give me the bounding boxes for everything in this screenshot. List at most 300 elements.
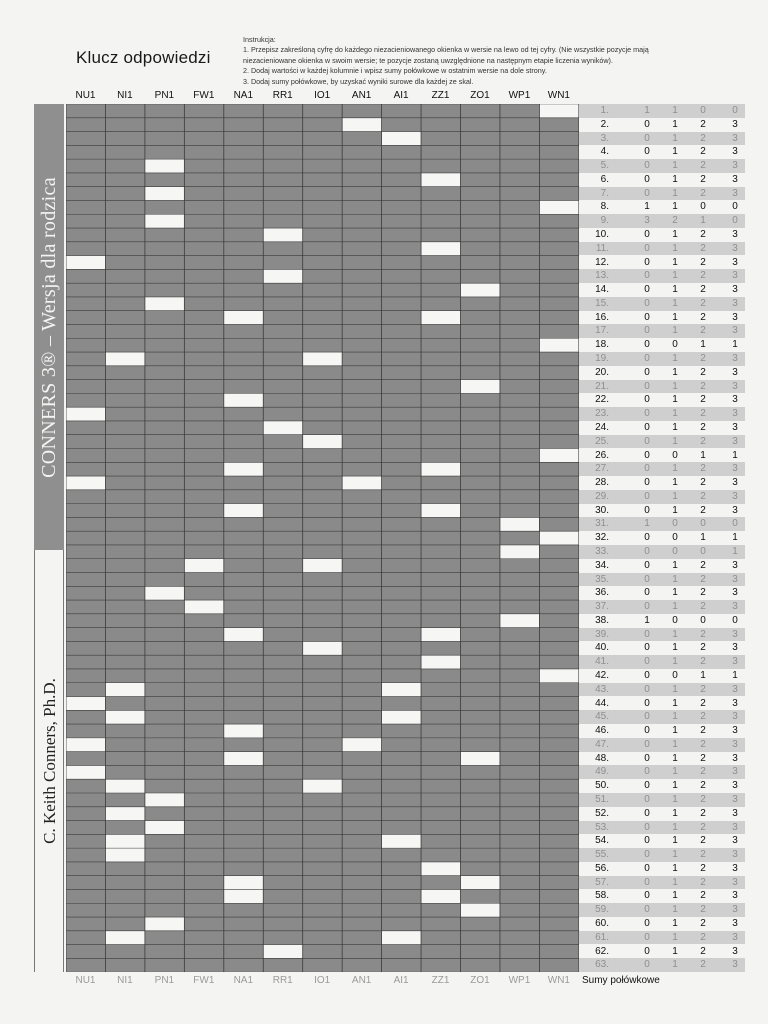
score-row [579,669,745,683]
score-value: 3 [732,325,738,337]
item-number: 2. [600,118,609,130]
score-value: 2 [700,435,706,447]
score-value: 3 [732,311,738,323]
score-value: 2 [700,366,706,378]
score-value: 2 [700,821,706,833]
item-number: 13. [595,270,609,282]
score-value: 0 [644,683,650,695]
score-row [579,283,745,297]
score-value: 1 [672,738,678,750]
score-value: 3 [732,229,738,241]
column-footer: WP1 [508,975,531,986]
open-answer-cell [461,876,500,890]
score-value: 0 [644,862,650,874]
score-value: 0 [644,697,650,709]
score-value: 1 [672,146,678,158]
open-answer-cell [105,834,144,848]
open-answer-cell [105,710,144,724]
score-value: 1 [672,242,678,254]
score-value: 0 [644,173,650,185]
score-value: 1 [672,945,678,957]
score-value: 0 [644,477,650,489]
score-row [579,600,745,614]
open-answer-cell [105,779,144,793]
score-value: 0 [644,904,650,916]
open-answer-cell [421,628,460,642]
score-value: 0 [644,752,650,764]
score-value: 2 [700,284,706,296]
score-value: 2 [700,421,706,433]
score-value: 3 [732,725,738,737]
score-value: 3 [732,366,738,378]
item-number: 10. [595,229,609,241]
score-value: 1 [672,284,678,296]
open-answer-cell [105,848,144,862]
open-answer-cell [66,476,105,490]
open-answer-cell [66,407,105,421]
column-footer: NU1 [75,975,96,986]
score-row [579,311,745,325]
open-answer-cell [224,876,263,890]
open-answer-cell [382,132,421,146]
score-value: 1 [672,490,678,502]
score-value: 3 [732,394,738,406]
score-value: 3 [732,477,738,489]
score-value: 0 [644,532,650,544]
item-number: 31. [595,518,609,530]
score-value: 1 [672,118,678,130]
item-number: 48. [595,752,609,764]
open-answer-cell [342,476,381,490]
score-value: 0 [644,711,650,723]
score-value: 0 [644,725,650,737]
score-value: 1 [700,532,706,544]
score-value: 1 [672,601,678,613]
open-answer-cell [461,283,500,297]
open-answer-cell [500,614,539,628]
open-answer-cell [500,545,539,559]
item-number: 63. [595,959,609,971]
score-value: 0 [644,780,650,792]
score-value: 3 [732,160,738,172]
score-value: 2 [700,918,706,930]
score-value: 0 [732,518,738,530]
item-number: 50. [595,780,609,792]
open-answer-cell [342,738,381,752]
item-number: 34. [595,559,609,571]
score-value: 1 [732,532,738,544]
item-number: 8. [600,201,609,213]
score-value: 1 [672,435,678,447]
score-value: 2 [700,890,706,902]
score-value: 0 [644,959,650,971]
score-value: 3 [732,628,738,640]
score-value: 3 [732,738,738,750]
sidebar-author-panel [34,550,64,972]
score-value: 3 [732,959,738,971]
open-answer-cell [500,517,539,531]
score-value: 1 [672,408,678,420]
open-answer-cell [224,393,263,407]
score-value: 2 [700,573,706,585]
score-value: 1 [672,311,678,323]
score-row [579,449,745,463]
score-value: 1 [672,959,678,971]
score-row [579,889,745,903]
open-answer-cell [421,504,460,518]
score-value: 1 [644,614,650,626]
score-value: 1 [672,421,678,433]
item-number: 59. [595,904,609,916]
score-value: 1 [672,325,678,337]
item-number: 29. [595,490,609,502]
score-row [579,862,745,876]
score-value: 2 [700,862,706,874]
score-value: 0 [644,890,650,902]
score-value: 1 [672,862,678,874]
score-value: 1 [672,642,678,654]
item-number: 40. [595,642,609,654]
open-answer-cell [66,697,105,711]
column-footer: WN1 [547,975,570,986]
item-number: 5. [600,160,609,172]
column-footer: NI1 [117,975,133,986]
score-row [579,752,745,766]
open-answer-cell [145,821,184,835]
item-number: 61. [595,931,609,943]
instructions-heading: Instrukcja: [243,35,276,44]
open-answer-cell [145,159,184,173]
column-header: NA1 [233,90,254,101]
item-number: 46. [595,725,609,737]
score-value: 0 [732,105,738,116]
score-value: 0 [644,408,650,420]
instruction-line: 2. Dodaj wartości w każdej kolumnie i wpisz sumy połówkowe w ostatnim wersie na dole strony. [243,66,547,76]
score-row [579,834,745,848]
score-value: 2 [700,380,706,392]
score-value: 0 [644,118,650,130]
score-row [579,228,745,242]
score-value: 3 [732,601,738,613]
score-value: 0 [700,201,706,213]
score-value: 1 [672,270,678,282]
open-answer-cell [303,435,342,449]
column-footer: FW1 [193,975,215,986]
score-value: 0 [644,366,650,378]
item-number: 53. [595,821,609,833]
score-value: 0 [732,614,738,626]
open-answer-cell [145,917,184,931]
score-value: 3 [732,683,738,695]
open-answer-cell [224,752,263,766]
score-value: 0 [700,614,706,626]
item-number: 45. [595,711,609,723]
instruction-line: 3. Dodaj sumy połówkowe, by uzyskać wyniki surowe dla każdej ze skal. [243,76,474,86]
score-value: 2 [700,711,706,723]
item-number: 6. [600,173,609,185]
score-value: 0 [644,766,650,778]
column-header: AI1 [393,90,409,101]
score-value: 2 [700,656,706,668]
score-value: 1 [672,160,678,172]
score-value: 3 [732,132,738,144]
score-value: 1 [672,683,678,695]
score-value: 0 [644,504,650,516]
item-number: 4. [600,146,609,158]
score-value: 2 [700,849,706,861]
item-number: 21. [595,380,609,392]
score-value: 3 [732,242,738,254]
score-value: 2 [700,242,706,254]
score-row [579,324,745,338]
score-row [579,559,745,573]
item-number: 17. [595,325,609,337]
score-row [579,931,745,945]
score-value: 0 [644,394,650,406]
item-number: 52. [595,807,609,819]
score-value: 1 [672,780,678,792]
score-value: 0 [700,518,706,530]
column-header: NU1 [75,90,96,101]
score-value: 0 [644,146,650,158]
score-row [579,187,745,201]
score-value: 3 [732,876,738,888]
score-row [579,958,745,972]
column-header: IO1 [314,90,331,101]
score-value: 0 [644,807,650,819]
column-footer: NA1 [233,975,254,986]
open-answer-cell [224,889,263,903]
score-row [579,159,745,173]
open-answer-cell [421,655,460,669]
score-value: 1 [700,215,706,227]
score-row [579,738,745,752]
open-answer-cell [382,683,421,697]
score-value: 3 [732,849,738,861]
score-row [579,573,745,587]
score-value: 1 [732,449,738,461]
item-number: 1. [600,105,609,116]
open-answer-cell [539,449,578,463]
score-value: 0 [700,545,706,557]
score-value: 3 [732,918,738,930]
score-value: 2 [700,353,706,365]
score-value: 3 [644,215,650,227]
score-value: 0 [644,794,650,805]
item-number: 35. [595,573,609,585]
score-value: 1 [732,669,738,681]
score-value: 1 [672,353,678,365]
item-number: 28. [595,477,609,489]
score-row [579,297,745,311]
open-answer-cell [303,641,342,655]
column-header: FW1 [193,90,215,101]
score-value: 1 [732,339,738,351]
score-value: 3 [732,807,738,819]
open-answer-cell [145,214,184,228]
score-value: 1 [672,835,678,847]
score-row [579,104,745,118]
score-value: 0 [644,601,650,613]
score-row [579,724,745,738]
score-value: 3 [732,587,738,599]
open-answer-cell [461,752,500,766]
score-value: 3 [732,931,738,943]
item-number: 62. [595,945,609,957]
score-value: 0 [644,242,650,254]
score-value: 2 [700,160,706,172]
score-value: 0 [644,160,650,172]
score-value: 2 [700,559,706,571]
item-number: 43. [595,683,609,695]
score-value: 0 [672,532,678,544]
column-footer: IO1 [314,975,331,986]
score-value: 3 [732,780,738,792]
open-answer-cell [263,269,302,283]
score-value: 0 [644,449,650,461]
score-row [579,655,745,669]
score-row [579,462,745,476]
score-value: 1 [700,449,706,461]
score-row [579,366,745,380]
score-row [579,118,745,132]
column-footer: ZZ1 [431,975,450,986]
author-label: C. Keith Conners, Ph.D. [40,678,59,844]
score-value: 0 [644,132,650,144]
score-row [579,903,745,917]
open-answer-cell [145,297,184,311]
score-value: 1 [672,366,678,378]
open-answer-cell [421,311,460,325]
score-value: 1 [672,697,678,709]
score-value: 2 [700,794,706,805]
open-answer-cell [382,710,421,724]
score-row [579,504,745,518]
score-row [579,586,745,600]
item-number: 7. [600,187,609,199]
score-value: 3 [732,297,738,309]
score-value: 1 [672,904,678,916]
open-answer-cell [105,807,144,821]
open-answer-cell [421,862,460,876]
score-value: 0 [672,339,678,351]
instruction-line: niezacieniowane okienka w swoim wersie; te pozycje zostaną uwzględnione na następnym etapie liczenia wyników). [243,55,613,65]
score-value: 0 [644,918,650,930]
item-number: 16. [595,311,609,323]
score-value: 0 [644,835,650,847]
score-value: 3 [732,256,738,268]
score-row [579,848,745,862]
score-value: 0 [732,201,738,213]
open-answer-cell [539,531,578,545]
instruction-line: 1. Przepisz zakreśloną cyfrę do każdego niezacieniowanego okienka w wersie na lewo od tej cyfry. (Nie wszystkie pozycje mają [243,45,649,55]
score-value: 1 [672,931,678,943]
score-value: 1 [672,766,678,778]
score-value: 2 [700,490,706,502]
score-value: 2 [700,683,706,695]
score-value: 2 [700,835,706,847]
score-value: 3 [732,559,738,571]
column-header: RR1 [272,90,293,101]
score-value: 0 [644,656,650,668]
score-value: 3 [732,146,738,158]
score-value: 2 [700,587,706,599]
open-answer-cell [224,628,263,642]
score-value: 0 [644,642,650,654]
score-value: 1 [672,752,678,764]
score-row [579,614,745,628]
item-number: 24. [595,421,609,433]
open-answer-cell [263,228,302,242]
score-value: 3 [732,504,738,516]
score-value: 3 [732,697,738,709]
score-value: 1 [672,890,678,902]
open-answer-cell [224,504,263,518]
score-value: 1 [700,669,706,681]
score-row [579,145,745,159]
score-value: 2 [700,807,706,819]
item-number: 49. [595,766,609,778]
score-value: 1 [672,628,678,640]
open-answer-cell [421,242,460,256]
item-number: 15. [595,297,609,309]
item-number: 27. [595,463,609,475]
column-header: WN1 [547,90,570,101]
open-answer-cell [461,903,500,917]
item-number: 3. [600,132,609,144]
score-value: 0 [644,573,650,585]
score-row [579,200,745,214]
score-value: 1 [732,545,738,557]
score-row [579,641,745,655]
score-row [579,765,745,779]
score-row [579,435,745,449]
item-number: 22. [595,394,609,406]
score-value: 0 [644,931,650,943]
score-value: 1 [672,394,678,406]
column-footer: ZO1 [470,975,490,986]
open-answer-cell [539,104,578,118]
score-value: 1 [700,339,706,351]
score-value: 1 [672,821,678,833]
score-value: 0 [644,325,650,337]
score-value: 2 [700,408,706,420]
open-answer-cell [66,738,105,752]
score-value: 1 [672,201,678,213]
open-answer-cell [263,945,302,959]
score-value: 0 [644,876,650,888]
open-answer-cell [303,779,342,793]
item-number: 18. [595,339,609,351]
score-value: 2 [700,118,706,130]
score-value: 3 [732,173,738,185]
score-value: 3 [732,490,738,502]
item-number: 41. [595,656,609,668]
score-value: 3 [732,408,738,420]
score-value: 3 [732,642,738,654]
score-value: 3 [732,904,738,916]
score-value: 2 [700,904,706,916]
column-header: AN1 [351,90,372,101]
score-value: 0 [644,339,650,351]
open-answer-cell [421,889,460,903]
item-number: 25. [595,435,609,447]
item-number: 38. [595,614,609,626]
score-row [579,876,745,890]
item-number: 47. [595,738,609,750]
score-row [579,945,745,959]
open-answer-cell [539,669,578,683]
